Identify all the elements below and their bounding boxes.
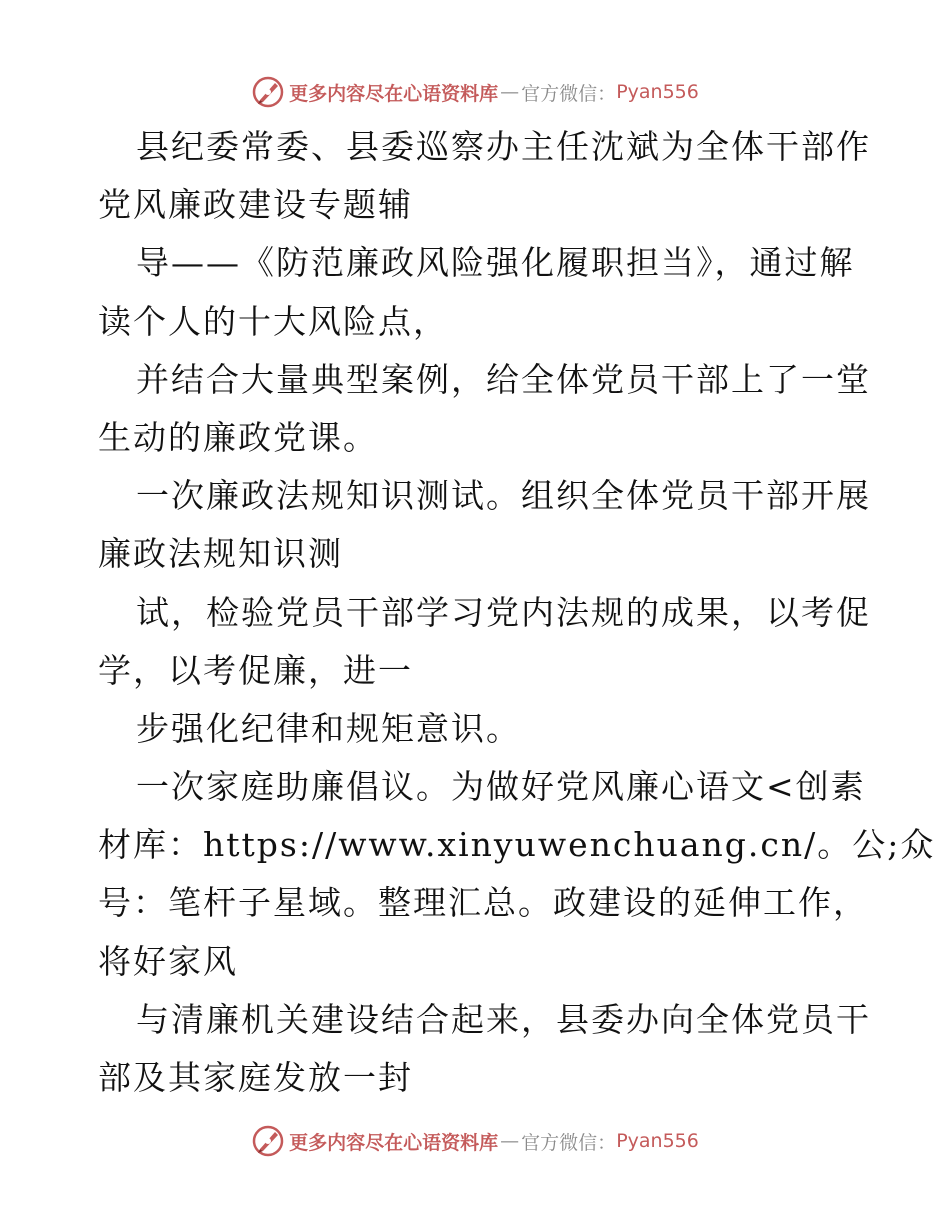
text-line: 生动的廉政党课。 bbox=[98, 417, 378, 457]
official-label: 官方微信： bbox=[521, 82, 617, 105]
text-line: 步强化纪律和规矩意识。 bbox=[136, 708, 521, 748]
text-line: 与清廉机关建设结合起来，县委办向全体党员干 bbox=[136, 999, 871, 1039]
document-body bbox=[98, 118, 936, 1107]
footer-banner bbox=[0, 1121, 950, 1161]
separator: — bbox=[500, 81, 520, 103]
text-line: 一次廉政法规知识测试。组织全体党员干部开展 bbox=[136, 476, 871, 516]
brand-text: 更多内容尽在心语资料库 bbox=[289, 82, 499, 105]
text-line: 将好家风 bbox=[98, 941, 238, 981]
text-line: 导——《防范廉政风险强化履职担当》，通过解 bbox=[136, 243, 855, 283]
text-line: 材库：https://www.xinyuwenchuang.cn/。公;众 bbox=[98, 825, 936, 865]
text-line: 党风廉政建设专题辅 bbox=[98, 185, 413, 225]
quill-logo-icon bbox=[251, 1124, 285, 1158]
text-line: 读个人的十大风险点， bbox=[98, 301, 448, 341]
text-line: 一次家庭助廉倡议。为做好党风廉心语文<创素 bbox=[136, 767, 866, 807]
header-banner bbox=[0, 72, 950, 112]
text-line: 廉政法规知识测 bbox=[98, 534, 343, 574]
text-line: 并结合大量典型案例，给全体党员干部上了一堂 bbox=[136, 359, 871, 399]
quill-logo-icon bbox=[251, 75, 285, 109]
text-line: 号：笔杆子星域。整理汇总。政建设的延伸工作， bbox=[98, 883, 868, 923]
text-line: 部及其家庭发放一封 bbox=[98, 1058, 413, 1097]
text-line: 县纪委常委、县委巡察办主任沈斌为全体干部作 bbox=[136, 127, 871, 166]
text-line: 学，以考促廉，进一 bbox=[98, 650, 413, 690]
wechat-id: Pyan556 bbox=[616, 1130, 699, 1152]
official-label: 官方微信： bbox=[521, 1131, 617, 1154]
text-line: 试，检验党员干部学习党内法规的成果，以考促 bbox=[136, 592, 871, 632]
brand-text: 更多内容尽在心语资料库 bbox=[289, 1131, 499, 1154]
wechat-id: Pyan556 bbox=[616, 81, 699, 103]
separator: — bbox=[500, 1130, 520, 1152]
